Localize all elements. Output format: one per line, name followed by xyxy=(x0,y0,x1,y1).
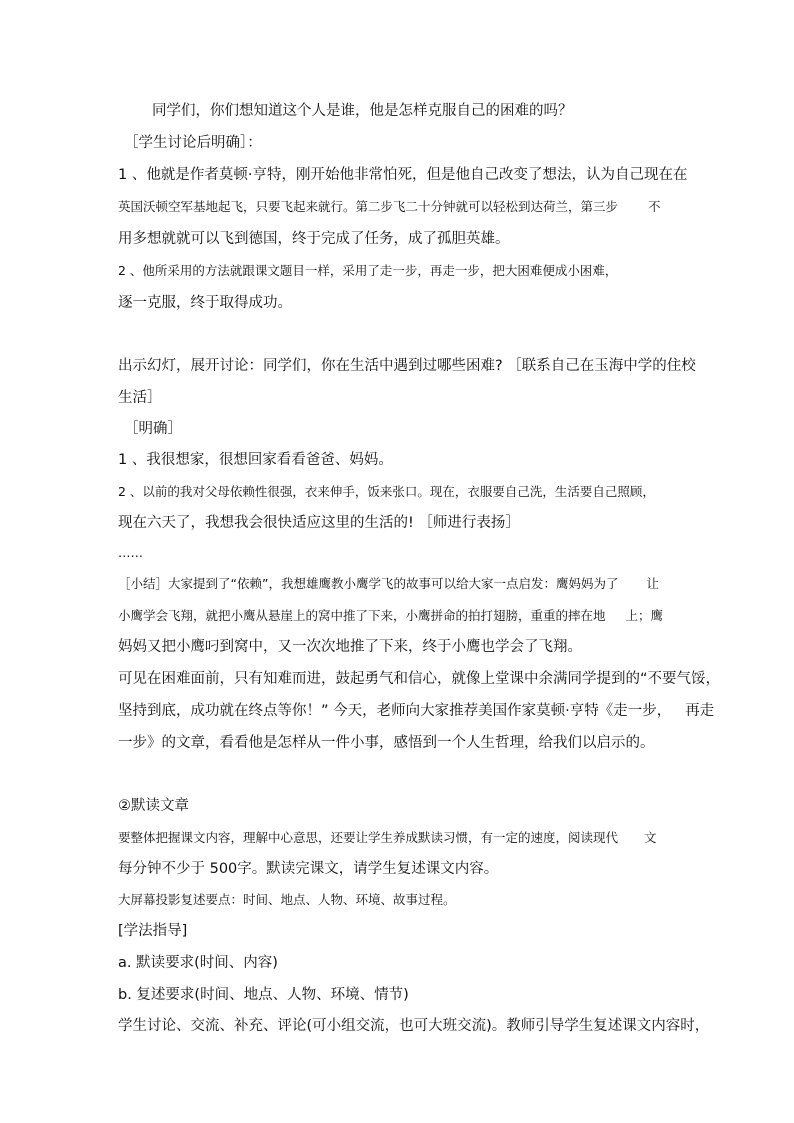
paragraph-answer-1-line-1: 1 、他就是作者莫顿·亨特，刚开始他非常怕死，但是他自己改变了想法，认为自己现在在 xyxy=(118,167,688,183)
text-span: ［小结］大家提到了“依赖”，我想雄鹰教小鹰学飞的故事可以给大家一点启发：鹰妈妈为了 xyxy=(118,576,619,591)
paragraph-conclusion-line-2 xyxy=(118,701,714,721)
text-span: 上；鹰 xyxy=(625,608,664,623)
list-item-b: b. 复述要求(时间、地点、人物、环境、情节) xyxy=(118,987,409,1003)
paragraph-clarify-heading: ［明确］ xyxy=(124,421,182,437)
paragraph-answer-2-line-1: 2 、他所采用的方法就跟课文题目一样，采用了走一步，再走一步，把大困难便成小困难， xyxy=(118,263,618,278)
paragraph-slide-discussion-line-2: 生活］ xyxy=(118,390,162,406)
paragraph-projection-points: 大屏幕投影复述要点：时间、地点、人物、环境、故事过程。 xyxy=(118,892,456,907)
paragraph-answer-2-line-2: 逐一克服，终于取得成功。 xyxy=(118,295,292,311)
paragraph-method-guidance: [学法指导] xyxy=(118,923,188,939)
section-heading-silent-reading: ②默读文章 xyxy=(118,798,189,814)
paragraph-reading-line-2: 每分钟不少于 500字。默读完课文，请学生复述课文内容。 xyxy=(118,861,499,877)
paragraph-summary-line-1 xyxy=(118,574,659,594)
text-span: 再走 xyxy=(685,703,715,719)
text-span: 要整体把握课文内容，理解中心意思，还要让学生养成默读习惯，有一定的速度，阅读现代 xyxy=(118,830,619,845)
paragraph-reading-line-1 xyxy=(118,828,657,848)
text-span: 不 xyxy=(648,199,661,214)
text-span: 让 xyxy=(646,576,659,591)
text-span: 小鹰学会飞翔，就把小鹰从悬崖上的窝中推了下来，小鹰拼命的拍打翅膀，重重的摔在地 xyxy=(118,608,606,623)
text-span: 坚持到底，成功就在终点等你！” 今天，老师向大家推荐美国作家莫顿·亨特《走一步， xyxy=(118,703,672,719)
paragraph-intro-question: 同学们，你们想知道这个人是谁，他是怎样克服自己的困难的吗？ xyxy=(152,103,573,119)
paragraph-discussion-heading: ［学生讨论后明确］： xyxy=(124,135,262,151)
text-span: 文 xyxy=(644,830,657,845)
paragraph-clarify-2-line-2: 现在六天了，我想我会很快适应这里的生活的! ［师进行表扬］ xyxy=(118,515,520,531)
text-span: 英国沃顿空军基地起飞，只要飞起来就行。第二步飞二十分钟就可以轻松到达荷兰，第三步 xyxy=(118,199,619,214)
paragraph-summary-line-3: 妈妈又把小鹰叼到窝中，又一次次地推了下来，终于小鹰也学会了飞翔。 xyxy=(118,639,582,655)
list-item-a: a. 默读要求(时间、内容) xyxy=(118,955,278,971)
paragraph-slide-discussion-line-1: 出示幻灯，展开讨论：同学们，你在生活中遇到过哪些困难? ［联系自己在玉海中学的住校 xyxy=(118,358,696,374)
paragraph-answer-1-line-2 xyxy=(118,197,661,217)
paragraph-clarify-1: 1 、我很想家，很想回家看看爸爸、妈妈。 xyxy=(118,452,393,468)
paragraph-summary-line-2 xyxy=(118,606,663,626)
paragraph-student-discussion: 学生讨论、交流、补充、评论(可小组交流，也可大班交流)。教师引导学生复述课文内容时， xyxy=(118,1018,710,1034)
ellipsis-line: …… xyxy=(118,545,143,560)
paragraph-answer-1-line-3: 用多想就就可以飞到德国，终于完成了任务，成了孤胆英雄。 xyxy=(118,231,510,247)
paragraph-conclusion-line-3: 一步》的文章，看看他是怎样从一件小事，感悟到一个人生哲理，给我们以启示的。 xyxy=(118,735,655,751)
paragraph-clarify-2-line-1: 2 、以前的我对父母依赖性很强，衣来伸手，饭来张口。现在，衣服要自己洗，生活要自己照顾， xyxy=(118,484,655,499)
paragraph-conclusion-line-1: 可见在困难面前，只有知难而进，鼓起勇气和信心，就像上堂课中余满同学提到的“不要气馁， xyxy=(118,671,721,687)
